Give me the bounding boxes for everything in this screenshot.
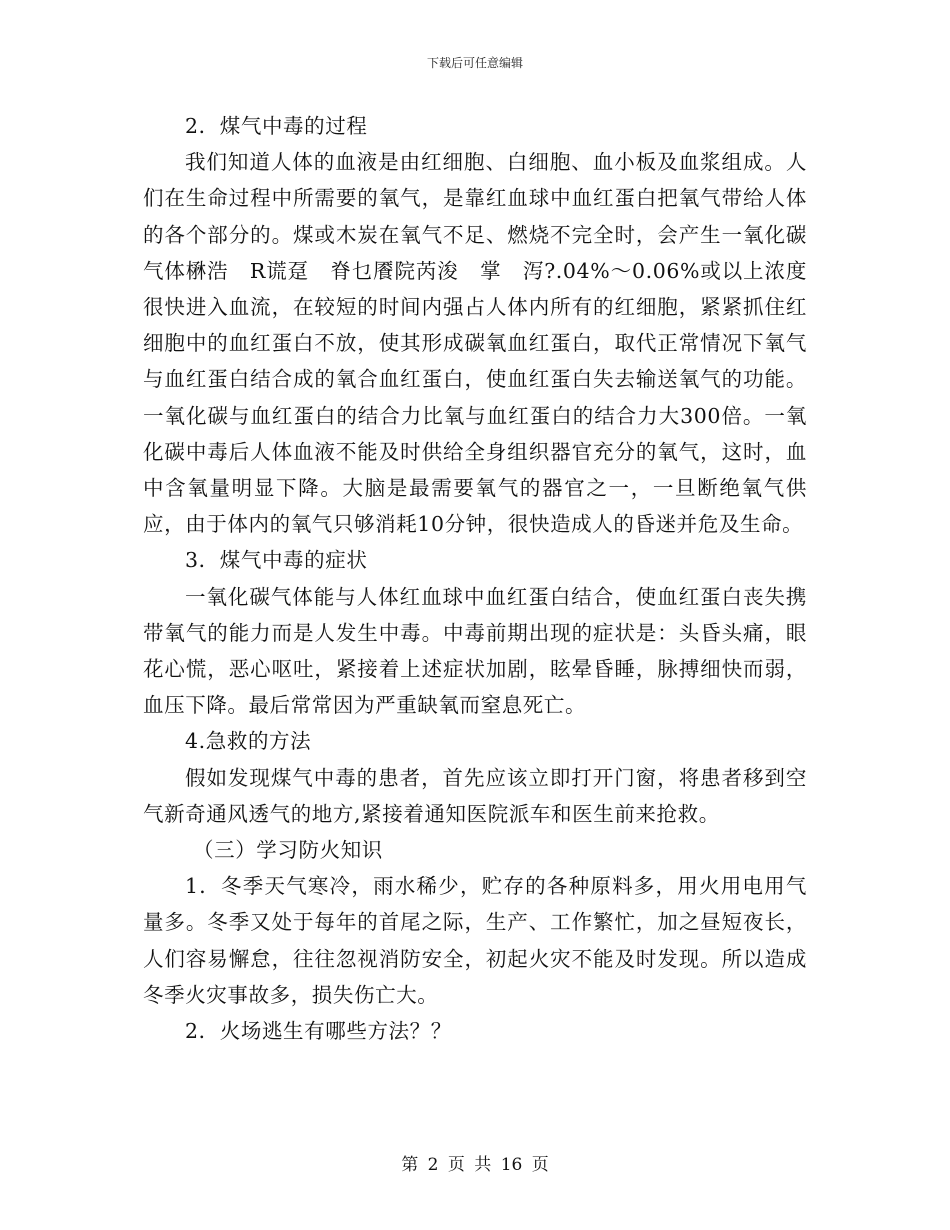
section-heading-gas-poisoning-symptoms: 3．煤气中毒的症状 [185,548,368,573]
section-heading-first-aid: 4.急救的方法 [185,729,312,754]
document-body [143,108,807,1049]
paragraph-first-aid: 假如发现煤气中毒的患者，首先应该立即打开门窗，将患者移到空气新奇通风透气的地方,紧接着通知医院派车和医生前来抢救。 [143,765,807,826]
section-heading-fire-prevention: （三）学习防火知识 [193,838,383,863]
section-heading-fire-escape: 2．火场逃生有哪些方法？？ [185,1019,452,1044]
page-number-footer: 第 2 页 共 16 页 [401,1155,549,1175]
paragraph-blood-and-co: 我们知道人体的血液是由红细胞、白细胞、血小板及血浆组成。人们在生命过程中所需要的氧气，是靠红血球中血红蛋白把氧气带给人体的各个部分的。煤或木炭在氧气不足、燃烧不完全时，会产生一氧化碳气体楙浩 R谎趸 脊乜餍院芮浚 掌 泻?.04%～0.06%或以上浓度很快进入血流，在较短的时间内强占人体内所有的红细胞，紧紧抓住红细胞中的血红蛋白不放，使其形成碳氧血红蛋白，取代正常情况下氧气与血红蛋白结合成的氧合血红蛋白，使血红蛋白失去输送氧气的功能。一氧化碳与血红蛋白的结合力比氧与血红蛋白的结合力大300倍。一氧化碳中毒后人体血液不能及时供给全身组织器官充分的氧气，这时，血中含氧量明显下降。大脑是最需要氧气的器官之一，一旦断绝氧气供应，由于体内的氧气只够消耗10分钟，很快造成人的昏迷并危及生命。 [143,150,807,537]
paragraph-symptoms: 一氧化碳气体能与人体红血球中血红蛋白结合，使血红蛋白丧失携带氧气的能力而是人发生中毒。中毒前期出现的症状是：头昏头痛，眼花心慌，恶心呕吐，紧接着上述症状加剧，眩晕昏睡，脉搏细快而弱，血压下降。最后常常因为严重缺氧而窒息死亡。 [143,584,807,718]
page-header-note: 下载后可任意编辑 [426,56,523,70]
section-heading-gas-poisoning-process: 2．煤气中毒的过程 [185,114,368,138]
paragraph-winter-fire: 1．冬季天气寒冷，雨水稀少，贮存的各种原料多，用火用电用气量多。冬季又处于每年的首尾之际，生产、工作繁忙，加之昼短夜长，人们容易懈怠，往往忽视消防安全，初起火灾不能及时发现。所以造成冬季火灾事故多，损失伤亡大。 [143,874,807,1007]
